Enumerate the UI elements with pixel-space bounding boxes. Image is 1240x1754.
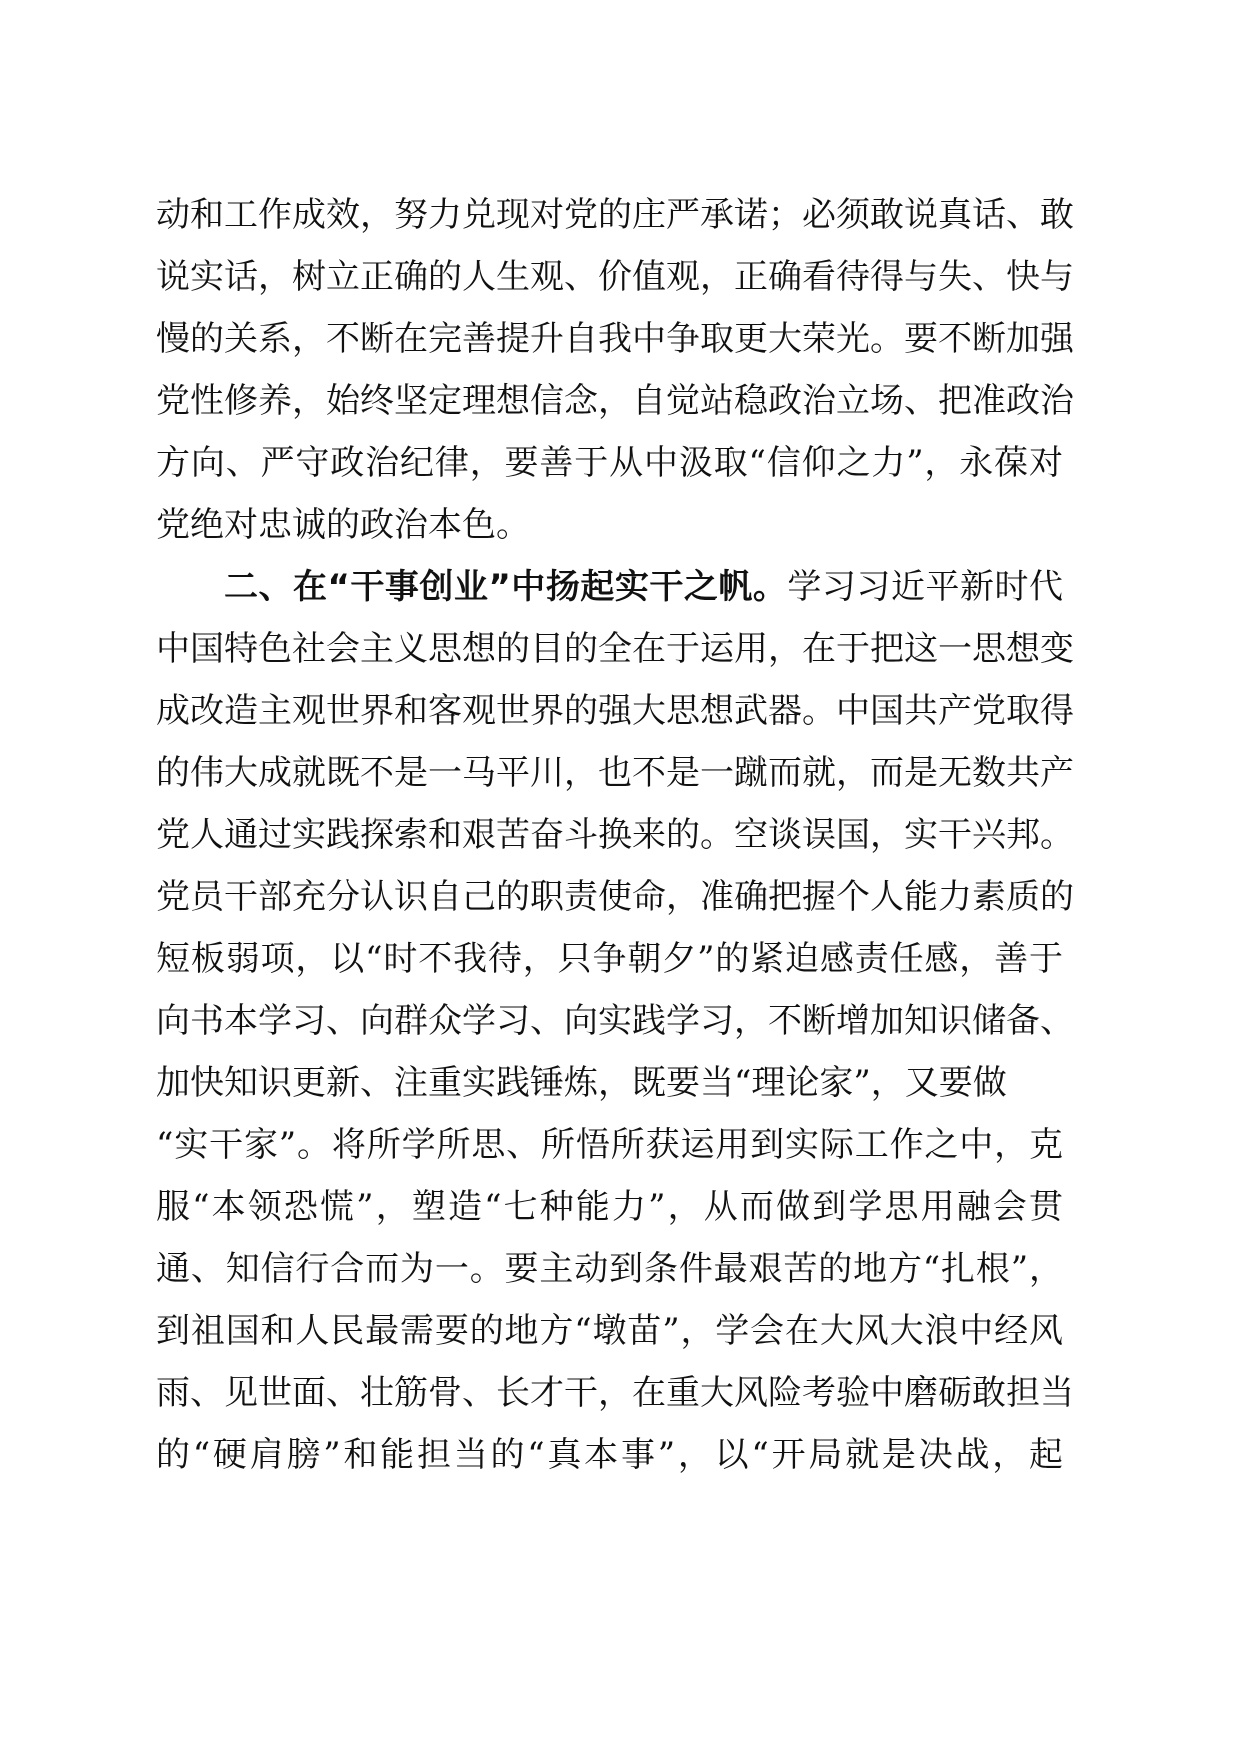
paragraph-2-line: 向书本学习、向群众学习、向实践学习，不断增加知识储备、 (156, 1001, 1074, 1041)
paragraph-2-line: 成改造主观世界和客观世界的强大思想武器。中国共产党取得 (156, 691, 1074, 731)
paragraph-2-line: 的伟大成就既不是一马平川，也不是一蹴而就，而是无数共产 (156, 753, 1074, 793)
paragraph-2-line: 中国特色社会主义思想的目的全在于运用，在于把这一思想变 (156, 629, 1074, 669)
paragraph-2-line: 到祖国和人民最需要的地方“墩苗”，学会在大风大浪中经风 (156, 1311, 1063, 1351)
document-body (156, 184, 1074, 1486)
paragraph-2-line: 党员干部充分认识自己的职责使命，准确把握个人能力素质的 (156, 877, 1074, 917)
paragraph-2-line: 雨、见世面、壮筋骨、长才干，在重大风险考验中磨砺敢担当 (156, 1373, 1074, 1413)
paragraph-1-line: 说实话，树立正确的人生观、价值观，正确看待得与失、快与 (156, 257, 1074, 297)
paragraph-2-line: 加快知识更新、注重实践锤炼，既要当“理论家”，又要做 (156, 1063, 1007, 1103)
paragraph-1-line: 党绝对忠诚的政治本色。 (156, 505, 530, 545)
paragraph-1-line: 方向、严守政治纪律，要善于从中汲取“信仰之力”，永葆对 (156, 443, 1063, 483)
paragraph-2-line: “实干家”。将所学所思、所悟所获运用到实际工作之中，克 (156, 1125, 1063, 1165)
paragraph-1-line: 动和工作成效，努力兑现对党的庄严承诺；必须敢说真话、敢 (156, 195, 1074, 235)
paragraph-2-first-line-text: 学习习近平新时代 (787, 567, 1063, 607)
section-heading: 二、在“干事创业”中扬起实干之帆。 (224, 567, 788, 607)
paragraph-1 (156, 184, 1074, 556)
paragraph-1-line: 慢的关系，不断在完善提升自我中争取更大荣光。要不断加强 (156, 319, 1074, 359)
paragraph-2-line: 服“本领恐慌”，塑造“七种能力”，从而做到学思用融会贯 (156, 1187, 1063, 1227)
paragraph-2-line: 通、知信行合而为一。要主动到条件最艰苦的地方“扎根”， (156, 1249, 1063, 1289)
paragraph-2-line: 的“硬肩膀”和能担当的“真本事”，以“开局就是决战，起 (156, 1435, 1063, 1475)
paragraph-2-first-line (156, 556, 1063, 618)
paragraph-2 (156, 556, 1074, 1486)
paragraph-2-line: 短板弱项，以“时不我待，只争朝夕”的紧迫感责任感，善于 (156, 939, 1063, 979)
paragraph-1-line: 党性修养，始终坚定理想信念，自觉站稳政治立场、把准政治 (156, 381, 1074, 421)
paragraph-2-line: 党人通过实践探索和艰苦奋斗换来的。空谈误国，实干兴邦。 (156, 815, 1074, 855)
